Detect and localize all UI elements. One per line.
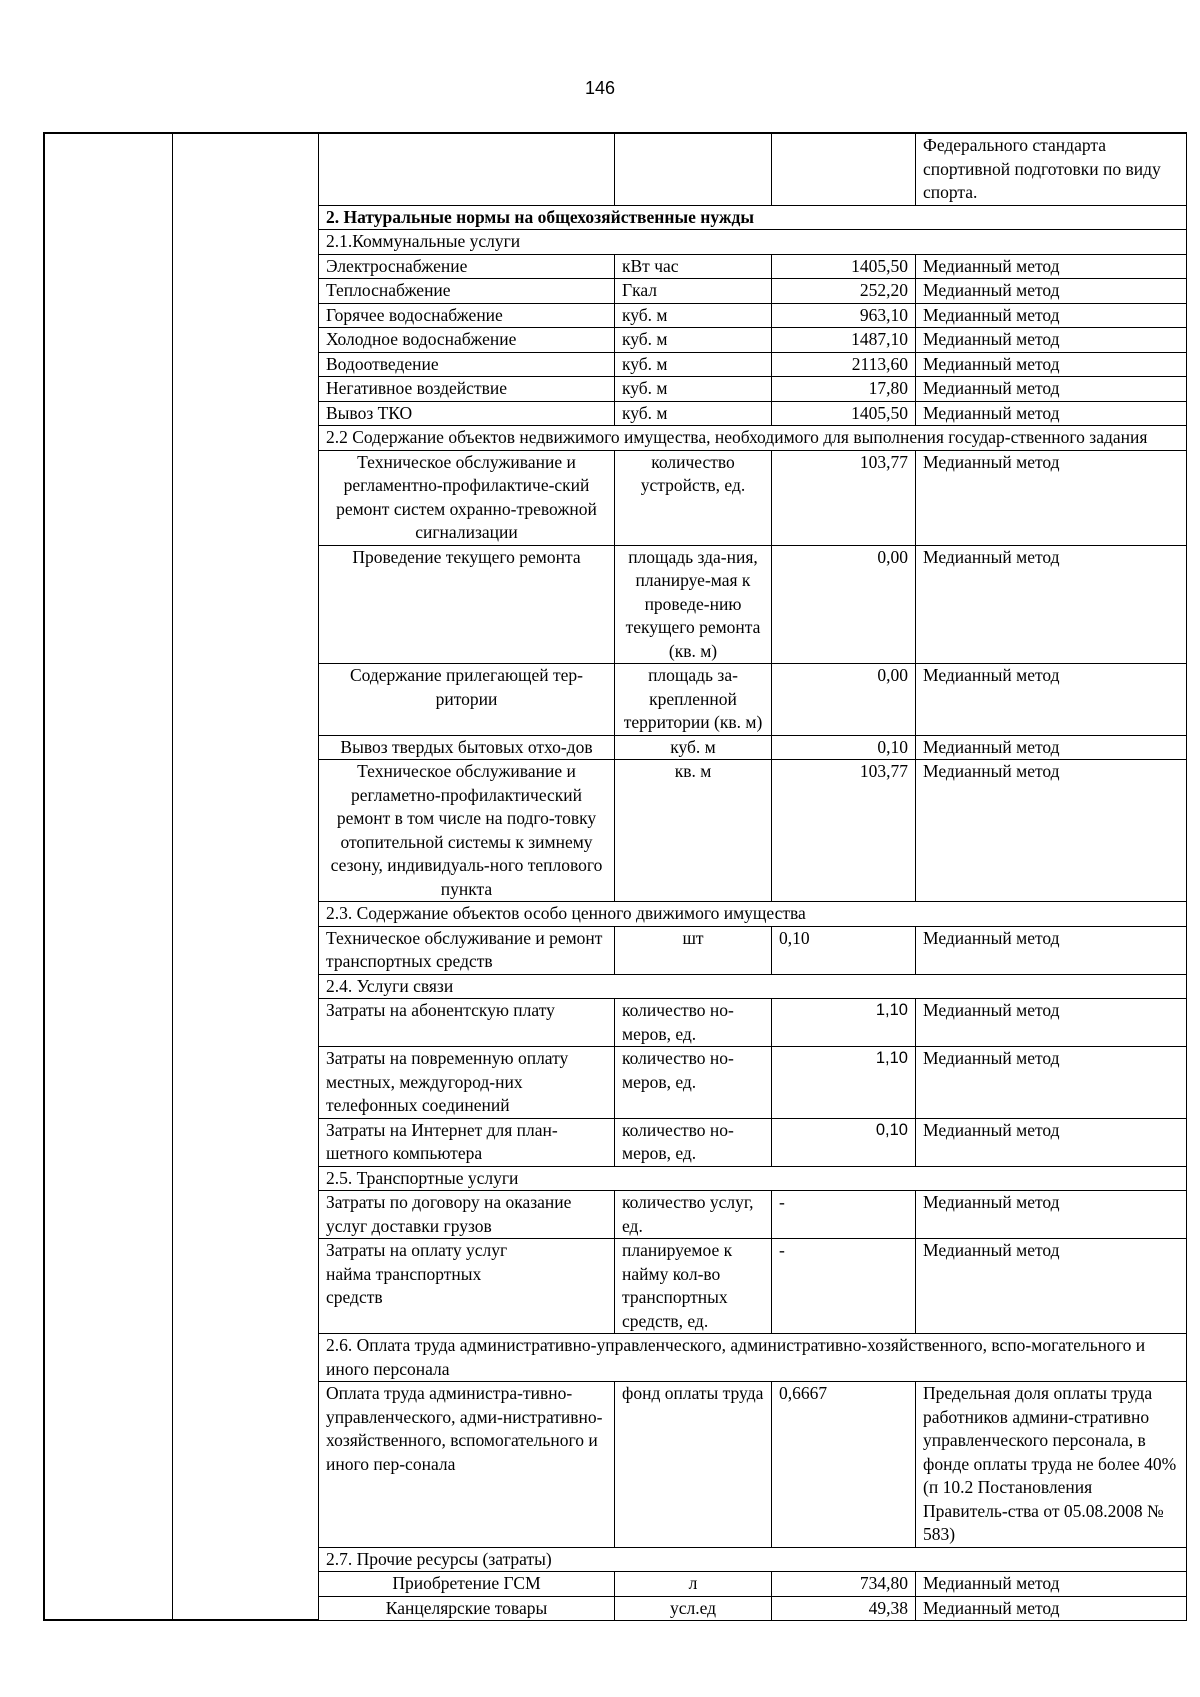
cell-name: Затраты на оплату услуг найма транспортных средств [319, 1239, 615, 1334]
cell-method: Медианный метод [916, 1047, 1187, 1119]
cell-method: Предельная доля оплаты труда работников админи-стративно управленческого персонала, в фонде оплаты труда не более 40% (п 10.2 Постановления Правитель-ства от 05.08.2008 № 583) [916, 1382, 1187, 1548]
cell-unit: куб. м [615, 377, 772, 402]
cell-name: Негативное воздействие [319, 377, 615, 402]
cell-name: Затраты на повременную оплату местных, междугород-них телефонных соединений [319, 1047, 615, 1119]
subsection-header [319, 230, 1187, 255]
table-row [319, 303, 1187, 328]
cell-value: 17,80 [772, 377, 916, 402]
table-row [319, 664, 1187, 736]
cell-unit: кВт час [615, 254, 772, 279]
cell-method: Медианный метод [916, 545, 1187, 664]
cell-method: Медианный метод [916, 926, 1187, 974]
cell-unit: куб. м [615, 328, 772, 353]
cell-method: Медианный метод [916, 1239, 1187, 1334]
table-row [319, 545, 1187, 664]
section-header [319, 205, 1187, 230]
cell-name: Техническое обслуживание и ремонт транспортных средств [319, 926, 615, 974]
table-row [319, 1047, 1187, 1119]
cell-value: 0,10 [772, 926, 916, 974]
cell-unit: кв. м [615, 760, 772, 902]
table-row [319, 999, 1187, 1047]
subsection-header [319, 1334, 1187, 1382]
cell-value: 963,10 [772, 303, 916, 328]
table-row [319, 1191, 1187, 1239]
page-number: 146 [584, 78, 616, 98]
cell-name: Приобретение ГСМ [319, 1572, 615, 1597]
cell-value: 49,38 [772, 1596, 916, 1621]
cell-unit: Гкал [615, 279, 772, 304]
cell-name: Техническое обслуживание и регламетно-профилактический ремонт в том числе на подго-товку отопительной системы к зимнему сезону, индивидуаль-ного теплового пункта [319, 760, 615, 902]
cell-unit: планируемое к найму кол-во транспортных средств, ед. [615, 1239, 772, 1334]
table-row [319, 1239, 1187, 1334]
cell-method: Федерального стандарта спортивной подготовки по виду спорта. [916, 133, 1187, 205]
cell-unit: количество услуг, ед. [615, 1191, 772, 1239]
table-row [319, 133, 1187, 205]
table-row [319, 450, 1187, 545]
cell-value: 0,6667 [772, 1382, 916, 1548]
table-row [319, 1572, 1187, 1597]
cell-method: Медианный метод [916, 352, 1187, 377]
cell-value: 1405,50 [772, 254, 916, 279]
cell-method: Медианный метод [916, 999, 1187, 1047]
cell-name: Затраты на абонентскую плату [319, 999, 615, 1047]
table-row [319, 1382, 1187, 1548]
norms-table [318, 132, 1187, 1621]
table-row [319, 1596, 1187, 1621]
cell-unit: шт [615, 926, 772, 974]
cell-value: 734,80 [772, 1572, 916, 1597]
cell-method: Медианный метод [916, 450, 1187, 545]
cell-name: Затраты по договору на оказание услуг доставки грузов [319, 1191, 615, 1239]
cell-value: 1487,10 [772, 328, 916, 353]
cell-unit: куб. м [615, 352, 772, 377]
table-row [319, 926, 1187, 974]
cell-unit: куб. м [615, 735, 772, 760]
table-row [319, 254, 1187, 279]
cell-value: 103,77 [772, 760, 916, 902]
table-row [319, 352, 1187, 377]
subsection-header [319, 1547, 1187, 1572]
cell-unit: л [615, 1572, 772, 1597]
cell-unit: куб. м [615, 401, 772, 426]
subsection-title: 2.7. Прочие ресурсы (затраты) [319, 1547, 1187, 1572]
cell-method: Медианный метод [916, 279, 1187, 304]
table-row [319, 279, 1187, 304]
cell-name: Теплоснабжение [319, 279, 615, 304]
cell-name: Техническое обслуживание и регламентно-профилактиче-ский ремонт систем охранно-тревожной сигнализации [319, 450, 615, 545]
subsection-title: 2.1.Коммунальные услуги [319, 230, 1187, 255]
cell-method: Медианный метод [916, 1572, 1187, 1597]
cell-value: 0,00 [772, 664, 916, 736]
subsection-title: 2.2 Содержание объектов недвижимого имущества, необходимого для выполнения государ-ственного задания [319, 426, 1187, 451]
cell-value: 0,10 [772, 1118, 916, 1166]
cell-method: Медианный метод [916, 1191, 1187, 1239]
cell-method: Медианный метод [916, 401, 1187, 426]
subsection-header [319, 902, 1187, 927]
subsection-title: 2.3. Содержание объектов особо ценного движимого имущества [319, 902, 1187, 927]
cell-unit: количество но-меров, ед. [615, 999, 772, 1047]
cell-unit: количество устройств, ед. [615, 450, 772, 545]
cell-method: Медианный метод [916, 1118, 1187, 1166]
subsection-header [319, 426, 1187, 451]
cell-name: Вывоз твердых бытовых отхо-дов [319, 735, 615, 760]
table-row [319, 760, 1187, 902]
subsection-title: 2.4. Услуги связи [319, 974, 1187, 999]
cell-name: Холодное водоснабжение [319, 328, 615, 353]
cell-value: 0,00 [772, 545, 916, 664]
section-2-title: 2. Натуральные нормы на общехозяйственные нужды [319, 205, 1187, 230]
cell-value: 252,20 [772, 279, 916, 304]
cell-value: - [772, 1239, 916, 1334]
cell-unit: усл.ед [615, 1596, 772, 1621]
subsection-title: 2.5. Транспортные услуги [319, 1166, 1187, 1191]
cell-name: Оплата труда администра-тивно-управленческого, адми-нистративно-хозяйственного, вспомогательного и иного пер-сонала [319, 1382, 615, 1548]
cell-method: Медианный метод [916, 760, 1187, 902]
cell-unit: площадь за-крепленной территории (кв. м) [615, 664, 772, 736]
subsection-title: 2.6. Оплата труда административно-управленческого, административно-хозяйственного, вспо-могательного и иного персонала [319, 1334, 1187, 1382]
cell-name: Вывоз ТКО [319, 401, 615, 426]
cell-unit: количество но-меров, ед. [615, 1118, 772, 1166]
subsection-header [319, 974, 1187, 999]
table-row [319, 401, 1187, 426]
cell-name: Проведение текущего ремонта [319, 545, 615, 664]
cell-value: 1,10 [772, 1047, 916, 1119]
cell-method: Медианный метод [916, 303, 1187, 328]
cell-unit: количество но-меров, ед. [615, 1047, 772, 1119]
table-column-1 [43, 132, 173, 1621]
cell-value: - [772, 1191, 916, 1239]
cell-name: Электроснабжение [319, 254, 615, 279]
cell-method: Медианный метод [916, 1596, 1187, 1621]
cell-method: Медианный метод [916, 254, 1187, 279]
cell-unit: площадь зда-ния, планируе-мая к проведе-нию текущего ремонта (кв. м) [615, 545, 772, 664]
subsection-header [319, 1166, 1187, 1191]
cell-method: Медианный метод [916, 664, 1187, 736]
table-row [319, 377, 1187, 402]
table-row [319, 328, 1187, 353]
cell-value: 1,10 [772, 999, 916, 1047]
cell-name: Канцелярские товары [319, 1596, 615, 1621]
cell-unit: фонд оплаты труда [615, 1382, 772, 1548]
cell-value: 2113,60 [772, 352, 916, 377]
cell-method: Медианный метод [916, 735, 1187, 760]
cell-method: Медианный метод [916, 377, 1187, 402]
table-column-2 [172, 132, 319, 1621]
cell-name: Водоотведение [319, 352, 615, 377]
cell-name: Горячее водоснабжение [319, 303, 615, 328]
cell-value: 0,10 [772, 735, 916, 760]
cell-value: 1405,50 [772, 401, 916, 426]
cell-name: Затраты на Интернет для план-шетного компьютера [319, 1118, 615, 1166]
table-row [319, 735, 1187, 760]
table-row [319, 1118, 1187, 1166]
cell-method: Медианный метод [916, 328, 1187, 353]
cell-unit: куб. м [615, 303, 772, 328]
cell-value: 103,77 [772, 450, 916, 545]
cell-name: Содержание прилегающей тер-ритории [319, 664, 615, 736]
